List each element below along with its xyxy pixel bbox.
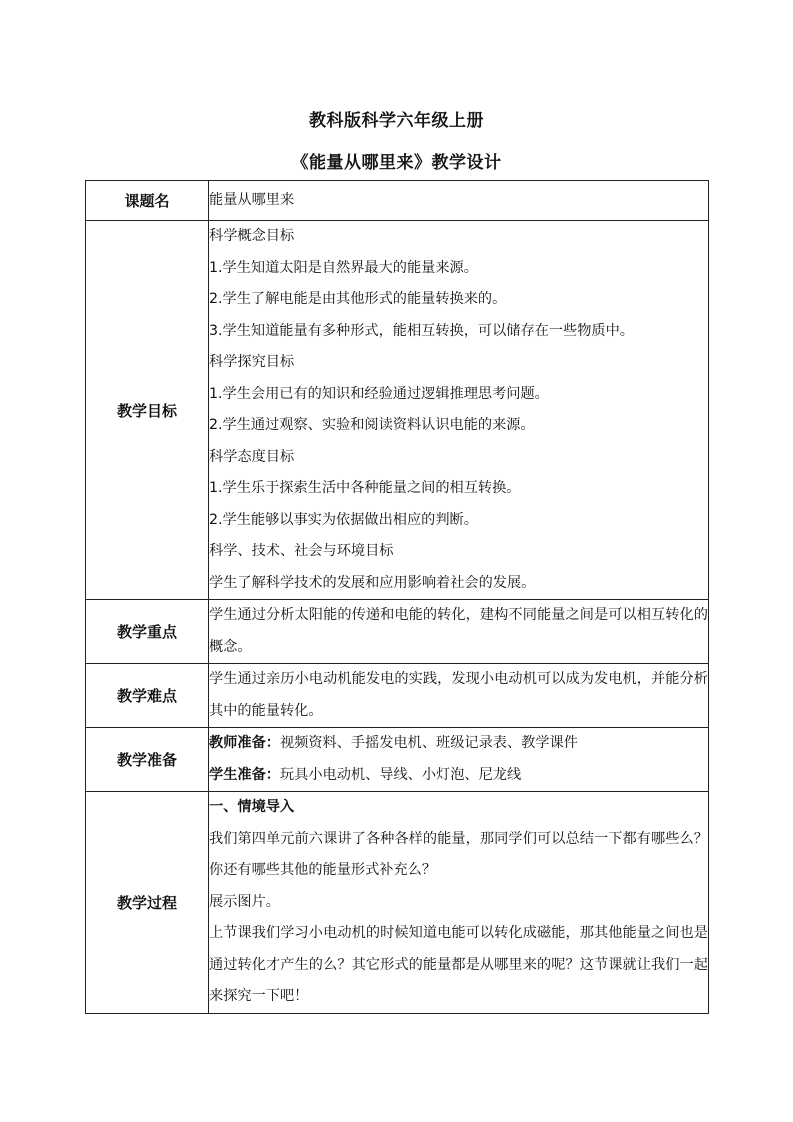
teacher-prep-items: 视频资料、手摇发电机、班级记录表、教学课件 bbox=[279, 735, 578, 751]
process-content bbox=[209, 792, 709, 1014]
goal-line: 科学、技术、社会与环境目标 bbox=[209, 543, 394, 559]
table-row-topic bbox=[86, 181, 709, 221]
focus-text: 学生通过分析太阳能的传递和电能的转化，建构不同能量之间是可以相互转化的概念。 bbox=[209, 607, 708, 655]
difficulty-label: 教学难点 bbox=[86, 664, 209, 728]
document-title: 教科版科学六年级上册 bbox=[309, 111, 484, 131]
preparation-label: 教学准备 bbox=[86, 728, 209, 792]
student-prep-label: 学生准备： bbox=[209, 766, 280, 783]
goal-line: 学生了解科学技术的发展和应用影响着社会的发展。 bbox=[209, 574, 536, 591]
process-paragraph: 展示图片。 bbox=[209, 893, 280, 910]
goal-line: 1.学生知道太阳是自然界最大的能量来源。 bbox=[209, 259, 478, 276]
table-row-difficulty bbox=[86, 664, 709, 728]
goals-label: 教学目标 bbox=[86, 221, 209, 600]
goal-line: 科学概念目标 bbox=[209, 228, 295, 244]
topic-label: 课题名 bbox=[86, 181, 209, 221]
process-paragraph: 上节课我们学习小电动机的时候知道电能可以转化成磁能，那其他能量之间也是通过转化才产生的么？其它形式的能量都是从哪里来的呢？这节课就让我们一起来探究一下吧！ bbox=[209, 925, 708, 1004]
goal-line: 2.学生了解电能是由其他形式的能量转换来的。 bbox=[209, 291, 507, 307]
goal-line: 1.学生会用已有的知识和经验通过逻辑推理思考问题。 bbox=[209, 385, 549, 402]
goal-line: 2.学生能够以事实为依据做出相应的判断。 bbox=[209, 511, 478, 528]
focus-label: 教学重点 bbox=[86, 600, 209, 664]
process-label: 教学过程 bbox=[86, 792, 209, 1014]
focus-content bbox=[209, 600, 709, 664]
lesson-plan-table bbox=[85, 180, 709, 1014]
teacher-prep-label: 教师准备： bbox=[209, 735, 280, 751]
goal-line: 3.学生知道能量有多种形式，能相互转换，可以储存在一些物质中。 bbox=[209, 322, 634, 339]
goal-line: 科学探究目标 bbox=[209, 354, 295, 370]
student-prep-items: 玩具小电动机、导线、小灯泡、尼龙线 bbox=[279, 766, 522, 783]
goal-line: 科学态度目标 bbox=[209, 448, 295, 465]
goal-line: 1.学生乐于探索生活中各种能量之间的相互转换。 bbox=[209, 480, 521, 496]
teacher-prep-line bbox=[209, 728, 708, 760]
document-subtitle: 《能量从哪里来》教学设计 bbox=[291, 153, 502, 173]
process-heading: 一、情境导入 bbox=[209, 799, 295, 815]
table-row-focus bbox=[86, 600, 709, 664]
process-paragraph: 我们第四单元前六课讲了各种各样的能量，那同学们可以总结一下都有哪些么？你还有哪些其他的能量形式补充么？ bbox=[209, 830, 708, 878]
topic-value: 能量从哪里来 bbox=[209, 181, 709, 221]
table-row-goals bbox=[86, 221, 709, 600]
table-row-preparation bbox=[86, 728, 709, 792]
student-prep-line bbox=[209, 760, 708, 792]
difficulty-text: 学生通过亲历小电动机能发电的实践，发现小电动机可以成为发电机，并能分析其中的能量转化。 bbox=[209, 671, 708, 719]
goals-content bbox=[209, 221, 709, 600]
goal-line: 2.学生通过观察、实验和阅读资料认识电能的来源。 bbox=[209, 417, 535, 433]
preparation-content bbox=[209, 728, 709, 792]
difficulty-content bbox=[209, 664, 709, 728]
table-row-process bbox=[86, 792, 709, 1014]
